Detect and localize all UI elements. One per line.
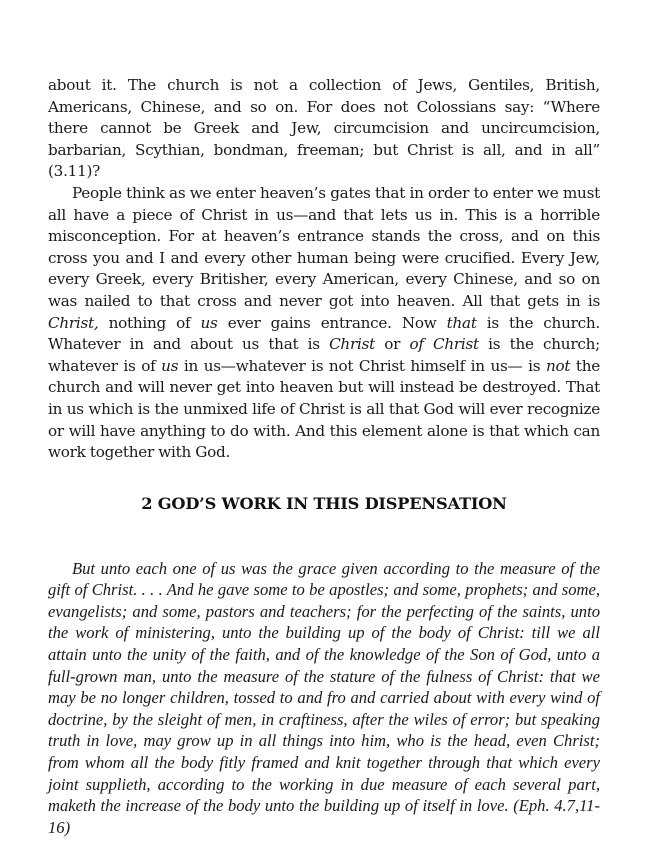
epigraph-scripture-quote: But unto each one of us was the grace given according to the measure of the gift of Christ. . . . And he gave some to be apostles; and some, prophets; and some, evangelists; and some, pastors and teachers; for the perfecting of the saints, unto the work of ministering, unto the building up of the body of Christ: till we all attain unto the unity of the faith, and of the knowledge of the Son of God, unto a full-grown man, unto the measure of the stature of the fulness of Christ: that we may be no longer children, tossed to and fro and carried about with every wind of doctrine, by the sleight of men, in craftiness, after the wiles of error; but speaking truth in love, may grow up in all things into him, who is the head, even Christ; from whom all the body fitly framed and knit together through that which every joint supplieth, according to the working in due measure of each several part, maketh the increase of the body unto the building up of itself in love. (Eph. 4.7,11-16) <box>48 558 600 837</box>
body-text: is the church. Whatever in and about us that is <box>48 313 600 354</box>
emphasis-text: of Christ <box>409 335 479 354</box>
body-text: is the church; whatever is of <box>48 335 600 375</box>
body-paragraph-1 <box>48 75 600 183</box>
chapter-heading: 2 GOD’S WORK IN THIS DISPENSATION <box>141 493 507 513</box>
document-page <box>48 75 600 838</box>
emphasis-text: Christ <box>329 335 375 354</box>
body-text: the church and will never get into heaven but will instead be destroyed. That in us which is the unmixed life of Christ is all that God will ever recognize or will have anything to do with. And this element alone is that which can work together with God. <box>48 356 600 462</box>
body-text: in us—whatever is not Christ himself in us— is <box>178 356 546 375</box>
body-text: nothing of <box>98 313 201 332</box>
body-text: about it. The church is not a collection of Jews, Gentiles, British, Americans, Chinese, and so on. For does not Colossians say: “Where there cannot be Greek and Jew, circumcision and uncircumcision, barbarian, Scythian, bondman, freeman; but Christ is all, and in all” (3.11)? <box>48 76 600 181</box>
emphasis-text: Christ, <box>48 313 99 332</box>
body-text: ever gains entrance. Now <box>217 313 447 332</box>
body-paragraph-2 <box>48 183 600 464</box>
emphasis-text: that <box>446 313 477 332</box>
emphasis-text: us <box>161 356 179 375</box>
emphasis-text: us <box>200 313 218 332</box>
body-text: People think as we enter heaven’s gates that in order to enter we must all have a piece of Christ in us—and that lets us in. This is a horrible misconception. For at heaven’s entrance stands the cross, and on this cross you and I and every other human being were crucified. Every Jew, every Greek, every Britisher, every American, every Chinese, and so on was nailed to that cross and never got into heaven. All that gets in is <box>48 183 600 310</box>
body-text: or <box>374 335 410 354</box>
emphasis-text: not <box>545 356 571 375</box>
